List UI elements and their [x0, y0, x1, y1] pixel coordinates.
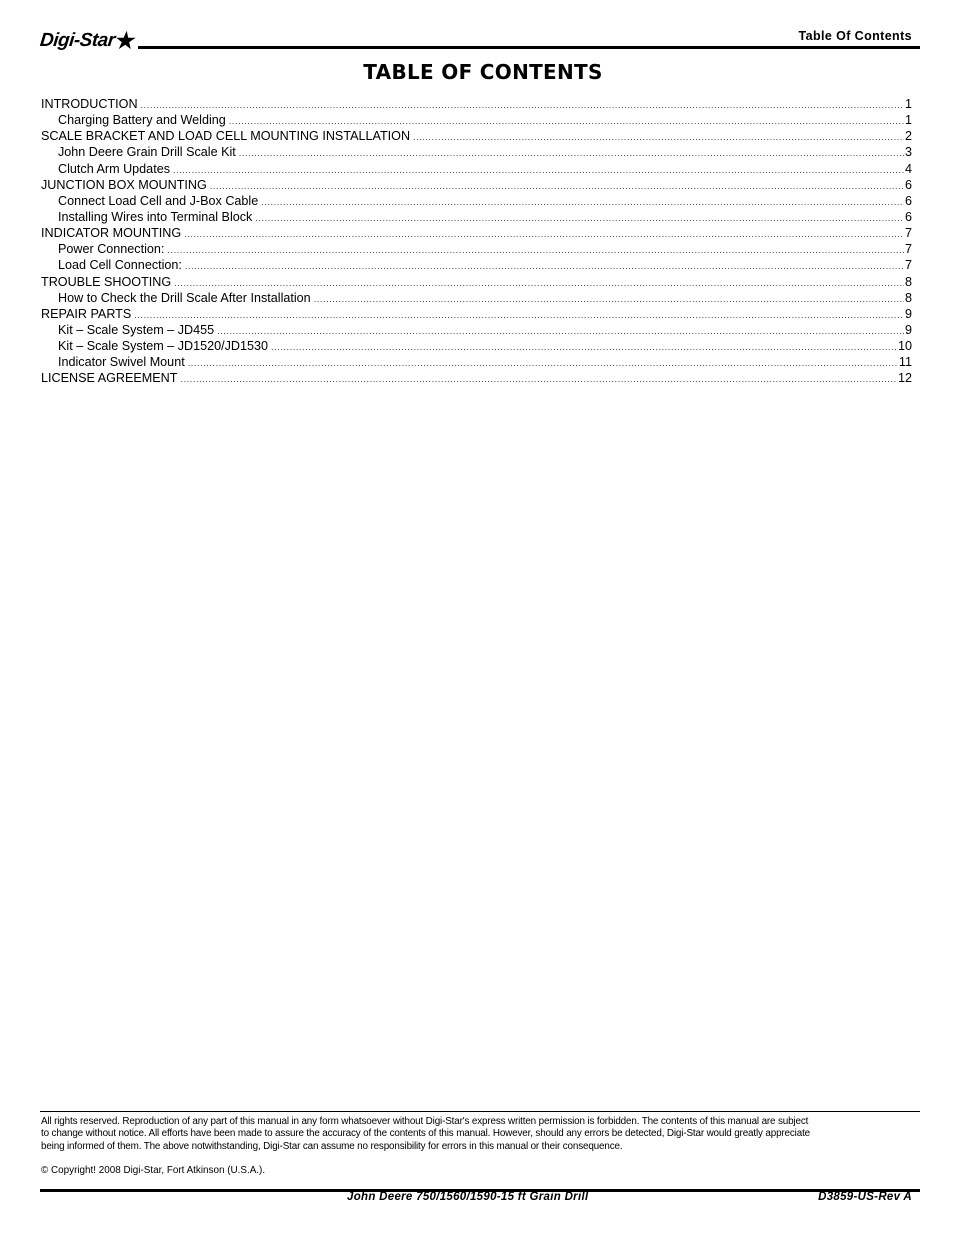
toc-entry-label: Kit – Scale System – JD455	[58, 322, 215, 337]
toc-entry[interactable]	[41, 112, 912, 128]
toc-entry-label: INDICATOR MOUNTING	[41, 226, 182, 241]
toc-entry-label: Indicator Swivel Mount	[58, 355, 185, 370]
toc-dot-leader	[413, 129, 904, 145]
toc-dot-leader	[239, 145, 904, 161]
toc-entry-label: TROUBLE SHOOTING	[41, 274, 172, 289]
header-rule	[138, 46, 920, 49]
toc-entry[interactable]	[41, 274, 912, 290]
toc-entry[interactable]	[41, 96, 912, 112]
toc-entry-label: John Deere Grain Drill Scale Kit	[58, 145, 236, 160]
legal-line: being informed of them. The above notwithstanding, Digi-Star can assume no responsibility for errors in this manual or their consequence.	[41, 1140, 623, 1152]
toc-entry-page: 1	[904, 97, 912, 111]
toc-entry-page: 6	[904, 193, 912, 208]
toc-dot-leader	[217, 323, 904, 339]
toc-entry-label: Kit – Scale System – JD1520/JD1530	[58, 339, 269, 354]
toc-dot-leader	[255, 210, 904, 226]
toc-entry-page: 6	[904, 177, 912, 192]
legal-divider	[40, 1111, 920, 1112]
toc-dot-leader	[173, 162, 904, 178]
toc-dot-leader	[271, 339, 897, 355]
toc-entry-label: REPAIR PARTS	[41, 306, 132, 321]
copyright-notice: © Copyright! 2008 Digi-Star, Fort Atkinson (U.S.A.).	[41, 1165, 266, 1176]
toc-entry-page: 9	[904, 322, 912, 337]
toc-dot-leader	[210, 178, 904, 194]
toc-dot-leader	[261, 194, 904, 210]
toc-dot-leader	[134, 307, 904, 323]
toc-entry-page: 6	[904, 209, 912, 224]
toc-entry[interactable]	[41, 209, 912, 225]
toc-entry-page: 1	[904, 113, 912, 128]
toc-entry-label: Installing Wires into Terminal Block	[58, 209, 253, 224]
toc-dot-leader	[185, 258, 904, 274]
toc-entry-page: 8	[904, 274, 912, 289]
toc-entry-page: 11	[898, 355, 912, 370]
page-header	[40, 24, 920, 54]
toc-entry-page: 3	[904, 145, 912, 160]
toc-entry-page: 4	[904, 161, 912, 176]
toc-entry-page: 7	[904, 242, 912, 257]
digi-star-logo	[39, 28, 137, 54]
toc-entry[interactable]	[41, 193, 912, 209]
logo-text: Digi-Star	[38, 30, 116, 51]
header-section-title: Table Of Contents	[798, 29, 912, 43]
toc-entry-page: 8	[904, 290, 912, 305]
footer-model-name: John Deere 750/1560/1590-15 ft Grain Drill	[347, 1191, 589, 1203]
toc-entry-label: How to Check the Drill Scale After Installation	[58, 290, 311, 305]
toc-entry-page: 10	[897, 339, 912, 354]
toc-dot-leader	[174, 275, 904, 291]
toc-dot-leader	[167, 242, 904, 258]
toc-entry-page: 2	[904, 129, 912, 144]
toc-entry-page: 12	[897, 371, 912, 386]
legal-line: All rights reserved. Reproduction of any part of this manual in any form whatsoever without Digi-Star's express written permission is forbidden. The contents of this manual are subject	[41, 1116, 809, 1127]
toc-entry-label: Clutch Arm Updates	[58, 161, 170, 176]
toc-dot-leader	[180, 371, 897, 387]
toc-entry[interactable]	[41, 322, 912, 338]
toc-entry-page: 7	[904, 226, 912, 241]
toc-entry-page: 7	[904, 258, 912, 273]
toc-entry[interactable]	[41, 354, 912, 370]
toc-entry[interactable]	[41, 161, 912, 177]
toc-entry[interactable]	[41, 290, 912, 306]
toc-entry[interactable]	[41, 225, 912, 241]
page-title: TABLE OF CONTENTS	[363, 60, 603, 84]
toc-entry[interactable]	[41, 338, 912, 354]
toc-entry[interactable]	[41, 144, 912, 160]
legal-notice	[41, 1116, 926, 1153]
toc-entry-label: LICENSE AGREEMENT	[41, 371, 178, 386]
toc-entry[interactable]	[41, 177, 912, 193]
toc-entry[interactable]	[41, 257, 912, 273]
toc-entry[interactable]	[41, 306, 912, 322]
footer-doc-number: D3859-US-Rev A	[818, 1191, 912, 1203]
toc-entry-label: Load Cell Connection:	[58, 258, 182, 273]
toc-entry-label: INTRODUCTION	[41, 97, 138, 111]
toc-dot-leader	[184, 226, 904, 242]
toc-dot-leader	[229, 113, 904, 129]
toc-dot-leader	[314, 291, 904, 307]
table-of-contents	[41, 96, 912, 387]
toc-entry-label: Charging Battery and Welding	[58, 113, 226, 128]
toc-entry-label: SCALE BRACKET AND LOAD CELL MOUNTING INSTALLATION	[41, 129, 411, 144]
toc-dot-leader	[188, 355, 898, 371]
toc-entry-page: 9	[904, 306, 912, 321]
legal-line: to change without notice. All efforts have been made to assure the accuracy of the contents of this manual. However, should any errors be detected, Digi-Star would greatly appreciate	[41, 1128, 811, 1140]
toc-entry-label: JUNCTION BOX MOUNTING	[41, 177, 207, 192]
toc-entry[interactable]	[41, 370, 912, 386]
toc-entry[interactable]	[41, 241, 912, 257]
toc-entry[interactable]	[41, 128, 912, 144]
star-icon: ★	[114, 28, 137, 53]
toc-dot-leader	[141, 97, 904, 113]
toc-entry-label: Power Connection:	[58, 242, 165, 257]
toc-entry-label: Connect Load Cell and J-Box Cable	[58, 193, 259, 208]
